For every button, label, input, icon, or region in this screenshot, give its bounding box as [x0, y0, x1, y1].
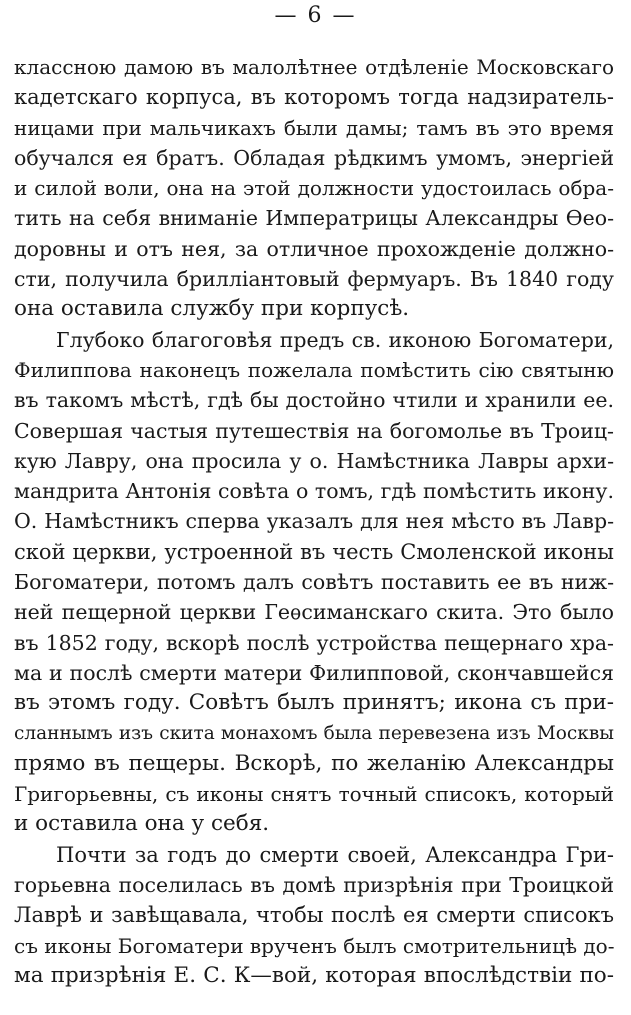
text-line: и силой воли, она на этой должности удостоилась обра-: [14, 176, 614, 201]
text-line: ней пещерной церкви Геѳсиманскаго скита. Это было: [14, 600, 614, 625]
text-line: прямо въ пещеры. Вскорѣ, по желанію Александры: [14, 750, 614, 776]
text-line: ма призрѣнія Е. С. К—вой, которая впослѣдствіи по-: [14, 962, 614, 988]
text-line: ской церкви, устроенной въ честь Смоленской иконы: [14, 539, 614, 564]
text-line: съ иконы Богоматери врученъ былъ смотрительницѣ до-: [14, 933, 615, 958]
text-line: Совершая частыя путешествія на богомолье въ Троиц-: [14, 418, 614, 443]
text-line: въ 1852 году, вскорѣ послѣ устройства пещернаго хра-: [14, 630, 614, 655]
text-line: О. Намѣстникъ сперва указалъ для нея мѣсто въ Лавр-: [14, 509, 614, 534]
text-line: сти, получила брилліантовый фермуаръ. Въ 1840 году: [14, 267, 614, 292]
text-line: тить на себя вниманіе Императрицы Александры Ѳео-: [14, 206, 614, 231]
text-line: Богоматери, потомъ далъ совѣтъ поставить ее въ ниж-: [14, 570, 614, 595]
text-line: Григорьевны, съ иконы снятъ точный списокъ, который: [14, 782, 614, 807]
text-line: кадетскаго корпуса, въ которомъ тогда надзиратель-: [14, 85, 614, 110]
text-line: классною дамою въ малолѣтнее отдѣленіе Московскаго: [14, 55, 614, 79]
body-text: [14, 52, 614, 991]
text-line: Филиппова наконецъ пожелала помѣстить сію святыню: [14, 357, 614, 382]
text-line: мандрита Антонія совѣта о томъ, гдѣ помѣстить икону.: [14, 479, 614, 504]
text-line: обучался ея братъ. Обладая рѣдкимъ умомъ, энергіей: [14, 145, 614, 170]
paragraph-start-line: Глубоко благоговѣя предъ св. иконою Богоматери,: [56, 327, 614, 352]
text-line: ницами при мальчикахъ были дамы; тамъ въ это время: [14, 115, 614, 140]
text-line: Лаврѣ и завѣщавала, чтобы послѣ ея смерти списокъ: [14, 903, 614, 928]
text-line: доровны и отъ нея, за отличное прохожденіе должно-: [14, 236, 614, 261]
paragraph-start-line: Почти за годъ до смерти своей, Александра Гри-: [56, 842, 614, 867]
text-line: въ такомъ мѣстѣ, гдѣ бы достойно чтили и хранили ее.: [14, 388, 614, 413]
text-line: ма и послѣ смерти матери Филипповой, скончавшейся: [14, 660, 614, 685]
text-line: въ этомъ году. Совѣтъ былъ принятъ; икона съ при-: [14, 690, 614, 716]
text-line: горьевна поселилась въ домѣ призрѣнія при Троицкой: [14, 873, 614, 898]
text-line: она оставила службу при корпусѣ.: [14, 296, 410, 322]
text-line: и оставила она у себя.: [14, 811, 270, 837]
page-number: — 6 —: [274, 3, 357, 28]
text-line: кую Лавру, она просила у о. Намѣстника Лавры архи-: [14, 448, 614, 473]
text-line: сланнымъ изъ скита монахомъ была перевезена изъ Москвы: [14, 722, 614, 744]
